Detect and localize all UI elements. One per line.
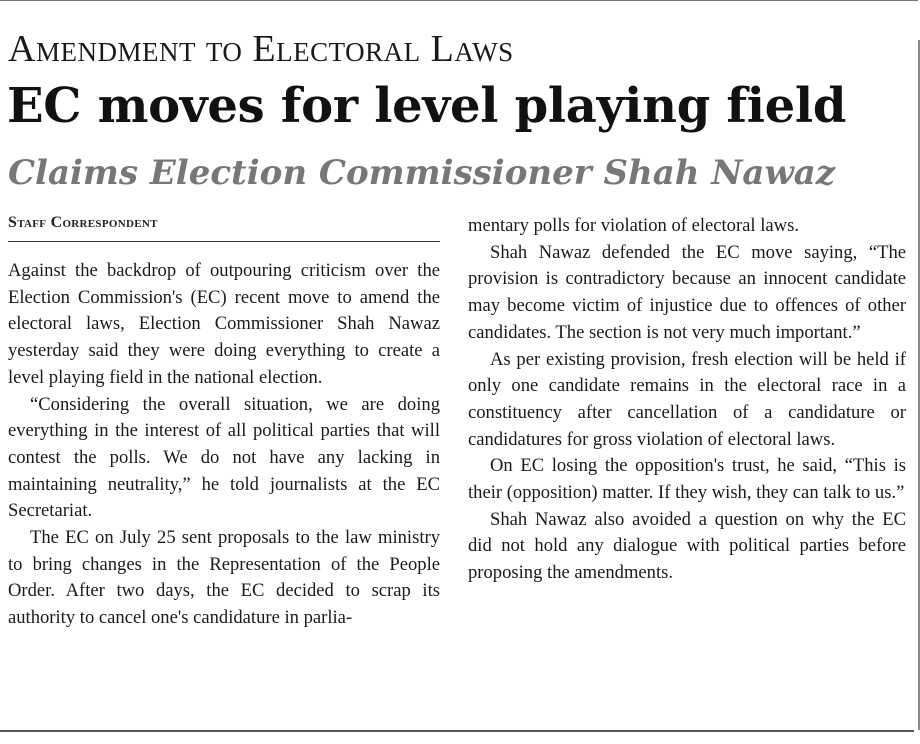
article-body-left-column [8,258,440,632]
top-border-rule [0,0,918,1]
byline-divider [8,241,440,242]
body-paragraph: On EC losing the opposition's trust, he said, “This is their (opposition) matter. If they wish, they can talk to us.” [468,455,906,504]
article-headline: EC moves for level playing field [7,78,847,134]
body-paragraph-continued: mentary polls for violation of electoral laws. [468,215,799,236]
body-paragraph: As per existing provision, fresh election will be held if only one candidate remains in the electoral race in a constituency after cancellation of a candidature or candidatures for gross violation of electoral laws. [468,348,906,450]
article-subheadline: Claims Election Commissioner Shah Nawaz [8,153,836,193]
bottom-border-rule [0,730,914,732]
article-body-right-column [468,213,906,587]
body-paragraph: The EC on July 25 sent proposals to the law ministry to bring changes in the Representation of the People Order. After two days, the EC decided to scrap its authority to cancel one's candidature in parlia- [8,527,440,629]
body-paragraph: Shah Nawaz defended the EC move saying, “The provision is contradictory because an innocent candidate may become victim of injustice due to offences of other candidates. The section is not very much important.” [468,241,906,343]
article-kicker: Amendment to Electoral Laws [8,28,514,70]
body-paragraph: “Considering the overall situation, we are doing everything in the interest of all political parties that will contest the polls. We do not have any lacking in maintaining neutrality,” he told journalists at the EC Secretariat. [8,393,440,522]
article-byline: Staff Correspondent [8,214,158,231]
body-paragraph: Against the backdrop of outpouring criticism over the Election Commission's (EC) recent move to amend the electoral laws, Election Commissioner Shah Nawaz yesterday said they were doing everything to create a level playing field in the national election. [8,260,440,388]
body-paragraph: Shah Nawaz also avoided a question on why the EC did not hold any dialogue with political parties before proposing the amendments. [468,508,906,584]
